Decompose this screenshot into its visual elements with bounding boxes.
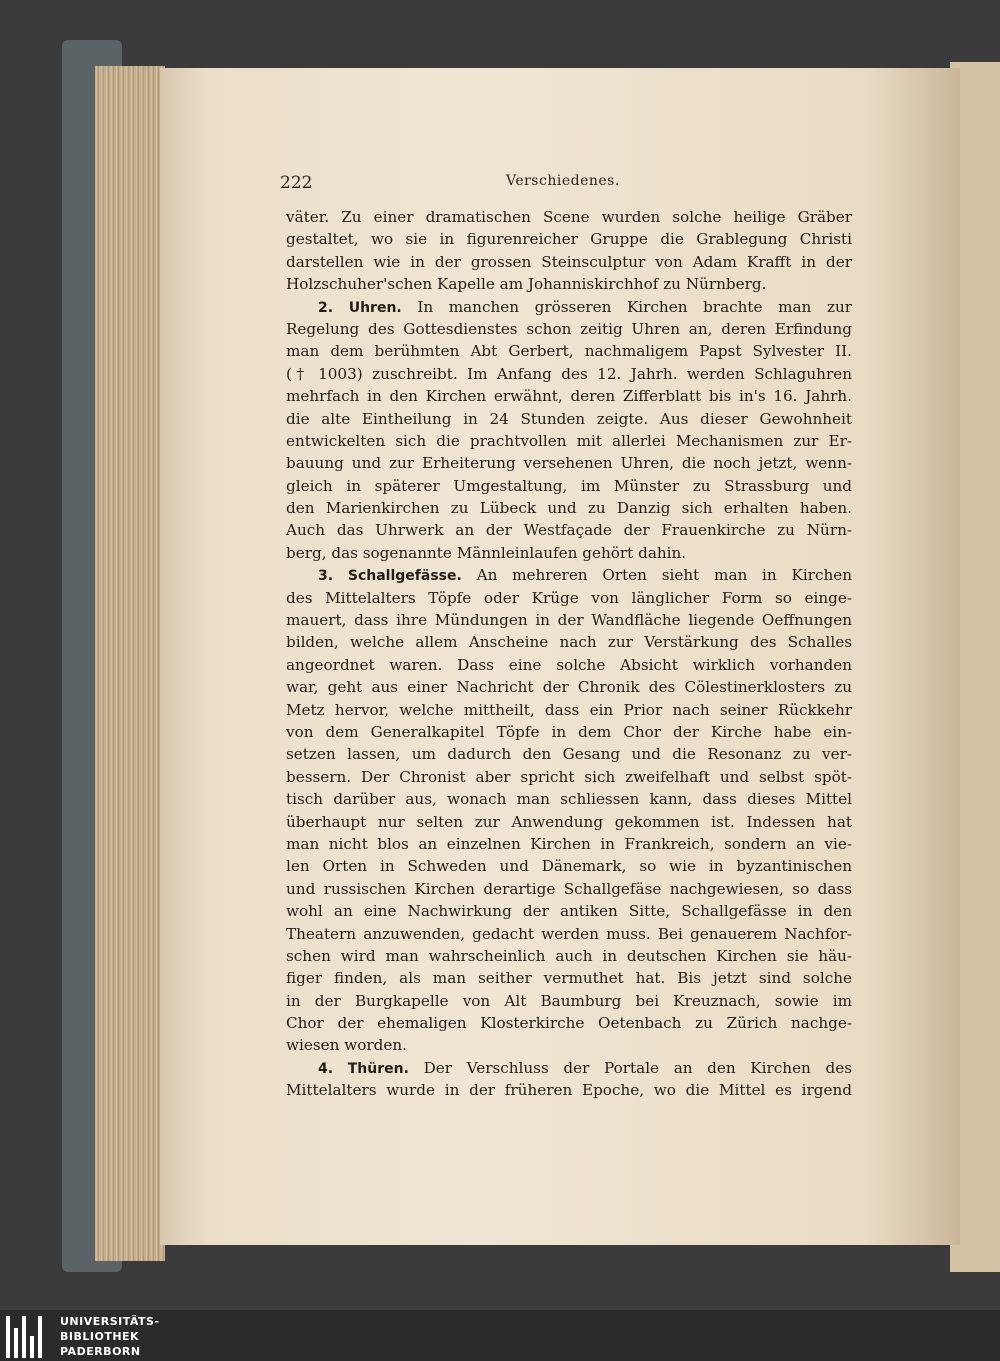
- text-line: [286, 1012, 852, 1034]
- line-text: figer finden, als man seither vermuthet hat. Bis jetzt sind solche: [286, 969, 852, 988]
- body-text: [286, 206, 852, 1102]
- line-text: man dem berühmten Abt Gerbert, nachmaligem Papst Sylvester II.: [286, 342, 852, 361]
- text-line: [286, 1079, 852, 1101]
- line-text: angeordnet waren. Dass eine solche Absicht wirklich vorhanden: [286, 655, 852, 674]
- text-line: [286, 296, 852, 318]
- page-edges: [95, 66, 165, 1261]
- text-line: [286, 878, 852, 900]
- text-line: [286, 833, 852, 855]
- text-line: [286, 318, 852, 340]
- line-text: mehrfach in den Kirchen erwähnt, deren Zifferblatt bis in's 16. Jahrh.: [286, 387, 852, 406]
- line-text: Der Verschluss der Portale an den Kirchen des: [408, 1058, 852, 1077]
- text-line: [286, 452, 852, 474]
- text-line: [286, 923, 852, 945]
- running-head: [280, 173, 840, 199]
- text-line: [286, 699, 852, 721]
- text-line: [286, 1057, 852, 1079]
- text-line: [286, 587, 852, 609]
- line-text: überhaupt nur selten zur Anwendung gekommen ist. Indessen hat: [286, 812, 852, 831]
- line-text: und russischen Kirchen derartige Schallgefäse nachgewiesen, so dass: [286, 879, 852, 898]
- line-text: des Mittelalters Töpfe oder Krüge von länglicher Form so einge-: [286, 588, 852, 607]
- text-line: [286, 273, 852, 295]
- line-text: gleich in späterer Umgestaltung, im Münster zu Strassburg und: [286, 476, 852, 495]
- text-line: [286, 363, 852, 385]
- line-text: man nicht blos an einzelnen Kirchen in Frankreich, sondern an vie-: [286, 834, 852, 853]
- text-line: [286, 788, 852, 810]
- institution-line-1: UNIVERSITÄTS-: [60, 1315, 160, 1328]
- text-line: [286, 542, 852, 564]
- text-line: [286, 564, 852, 586]
- text-line: [286, 743, 852, 765]
- text-line: [286, 721, 852, 743]
- text-line: [286, 430, 852, 452]
- text-line: [286, 900, 852, 922]
- text-line: [286, 855, 852, 877]
- text-line: [286, 251, 852, 273]
- institution-line-2: BIBLIOTHEK: [60, 1330, 140, 1343]
- line-text: bauung und zur Erheiterung versehenen Uhren, die noch jetzt, wenn-: [286, 454, 852, 473]
- page-number: 222: [280, 173, 313, 193]
- line-text: berg, das sogenannte Männleinlaufen gehört dahin.: [286, 543, 687, 562]
- line-text: von dem Generalkapitel Töpfe in dem Chor der Kirche habe ein-: [286, 722, 852, 741]
- text-line: [286, 228, 852, 250]
- library-logo-icon: [6, 1316, 54, 1358]
- line-text: Regelung des Gottesdienstes schon zeitig Uhren an, deren Erfindung: [286, 319, 852, 338]
- text-line: [286, 631, 852, 653]
- line-text: gestaltet, wo sie in figurenreicher Gruppe die Grablegung Christi: [286, 230, 852, 249]
- line-text: bessern. Der Chronist aber spricht sich zweifelhaft und selbst spöt-: [286, 767, 852, 786]
- text-line: [286, 609, 852, 631]
- section-heading: 2. Uhren.: [318, 299, 402, 316]
- line-text: die alte Eintheilung in 24 Stunden zeigte. Aus dieser Gewohnheit: [286, 409, 852, 428]
- text-line: [286, 811, 852, 833]
- book-page: [160, 68, 960, 1245]
- text-line: [286, 497, 852, 519]
- line-text: Theatern anzuwenden, gedacht werden muss. Bei genauerem Nachfor-: [286, 924, 852, 943]
- text-line: [286, 766, 852, 788]
- line-text: Mittelalters wurde in der früheren Epoche, wo die Mittel es irgend: [286, 1081, 852, 1100]
- line-text: Auch das Uhrwerk an der Westfaçade der Frauenkirche zu Nürn-: [286, 521, 852, 540]
- line-text: wiesen worden.: [286, 1036, 407, 1055]
- line-text: darstellen wie in der grossen Steinsculptur von Adam Krafft in der: [286, 252, 852, 271]
- text-line: [286, 945, 852, 967]
- text-line: [286, 1034, 852, 1056]
- text-line: [286, 340, 852, 362]
- text-line: [286, 206, 852, 228]
- text-line: [286, 990, 852, 1012]
- section-heading: 3. Schallgefässe.: [318, 568, 462, 585]
- line-text: schen wird man wahrscheinlich auch in deutschen Kirchen sie häu-: [286, 946, 852, 965]
- text-line: [286, 654, 852, 676]
- institution-line-3: PADERBORN: [60, 1345, 141, 1358]
- line-text: mauert, dass ihre Mündungen in der Wandfläche liegende Oeffnungen: [286, 611, 852, 630]
- text-line: [286, 385, 852, 407]
- line-text: Chor der ehemaligen Klosterkirche Oetenbach zu Zürich nachge-: [286, 1014, 852, 1033]
- line-text: war, geht aus einer Nachricht der Chronik des Cölestinerklosters zu: [286, 678, 852, 697]
- line-text: Holzschuher'schen Kapelle am Johanniskirchhof zu Nürnberg.: [286, 275, 767, 294]
- line-text: bilden, welche allem Anscheine nach zur Verstärkung des Schalles: [286, 633, 852, 652]
- text-line: [286, 676, 852, 698]
- line-text: Metz hervor, welche mittheilt, dass ein Prior nach seiner Rückkehr: [286, 700, 852, 719]
- line-text: väter. Zu einer dramatischen Scene wurden solche heilige Gräber: [286, 208, 852, 226]
- line-text: in der Burgkapelle von Alt Baumburg bei Kreuznach, sowie im: [286, 991, 852, 1010]
- line-text: tisch darüber aus, wonach man schliessen kann, dass dieses Mittel: [286, 790, 852, 809]
- line-text: den Marienkirchen zu Lübeck und zu Danzig sich erhalten haben.: [286, 499, 852, 518]
- line-text: len Orten in Schweden und Dänemark, so wie in byzantinischen: [286, 857, 852, 876]
- line-text: setzen lassen, um dadurch den Gesang und die Resonanz zu ver-: [286, 745, 852, 764]
- text-line: [286, 475, 852, 497]
- line-text: († 1003) zuschreibt. Im Anfang des 12. Jahrh. werden Schlaguhren: [286, 364, 852, 383]
- text-line: [286, 967, 852, 989]
- text-line: [286, 408, 852, 430]
- line-text: In manchen grösseren Kirchen brachte man zur: [401, 297, 852, 316]
- section-heading: 4. Thüren.: [318, 1060, 409, 1077]
- running-title: Verschiedenes.: [506, 173, 620, 189]
- line-text: entwickelten sich die prachtvollen mit allerlei Mechanismen zur Er-: [286, 431, 852, 450]
- line-text: An mehreren Orten sieht man in Kirchen: [461, 566, 852, 585]
- line-text: wohl an eine Nachwirkung der antiken Sitte, Schallgefässe in den: [286, 902, 852, 921]
- text-line: [286, 519, 852, 541]
